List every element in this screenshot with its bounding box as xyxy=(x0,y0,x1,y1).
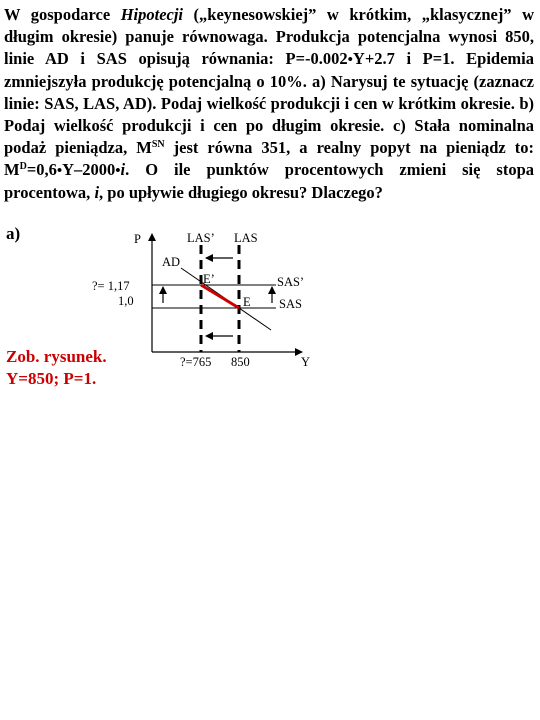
y-new-value: ?=765 xyxy=(180,355,212,369)
problem-text-segment: • xyxy=(347,51,353,68)
sas-prime-label: SAS’ xyxy=(277,275,305,289)
problem-text-segment: („keynesowskiej” w krótkim, „klasycznej” w długim okresie) panuje równowaga. Produkcja potencjalna wynosi 850, linie AD i SAS opisują równania: P=-0.002 xyxy=(4,5,534,68)
problem-text-segment: i xyxy=(120,159,126,179)
answer-line-2: Y=850; P=1. xyxy=(6,369,97,388)
ad-label: AD xyxy=(162,255,181,269)
y-axis-label: Y xyxy=(301,355,311,369)
part-a-label: a) xyxy=(6,224,21,243)
y-old-value: 850 xyxy=(231,355,250,369)
problem-text-segment: D xyxy=(19,160,27,172)
e-prime-label: E’ xyxy=(203,272,215,286)
answer-text xyxy=(6,346,107,390)
problem-text-segment: jest równa 351, a realny popyt na pieniądz to: M xyxy=(4,137,534,179)
problem-text-segment: i xyxy=(94,183,100,203)
e-label: E xyxy=(243,295,251,309)
problem-text-segment: • xyxy=(115,162,121,179)
hipotecja-term: Hipotecji xyxy=(120,5,184,24)
answer-line-1: Zob. rysunek. xyxy=(6,347,107,366)
problem-text-segment: • xyxy=(56,162,63,179)
las-prime-label: LAS’ xyxy=(187,231,215,245)
problem-text-segment: W gospodarce xyxy=(4,5,121,24)
problem-text-segment: , po upływie długiego okresu? Dlaczego? xyxy=(99,183,383,203)
problem-text-segment: . O ile punktów procentowych zmieni się stopa procentowa, xyxy=(4,159,534,203)
las-label: LAS xyxy=(234,231,258,245)
problem-text-segment: Y–2000 xyxy=(62,159,116,179)
p-axis-label: P xyxy=(134,232,141,246)
problem-text-segment: =0,6 xyxy=(26,159,57,179)
problem-text-segment: Y+2.7 i P=1. Epidemia zmniejszyła produkcję potencjalną o 10%. a) Narysuj te sytuację (zaznacz linie: SAS, LAS, AD). Podaj wielkość produkcji i cen w krótkim okresie. b) Podaj wielkość produkcji i cen po długim okresie. c) Stała nominalna podaż pieniądza, M xyxy=(4,48,534,157)
p-new-value: ?= 1,17 xyxy=(92,279,130,293)
problem-text-segment: SN xyxy=(151,138,165,150)
adjustment-path xyxy=(201,285,239,308)
sas-label: SAS xyxy=(279,297,302,311)
p-old-value: 1,0 xyxy=(118,294,134,308)
